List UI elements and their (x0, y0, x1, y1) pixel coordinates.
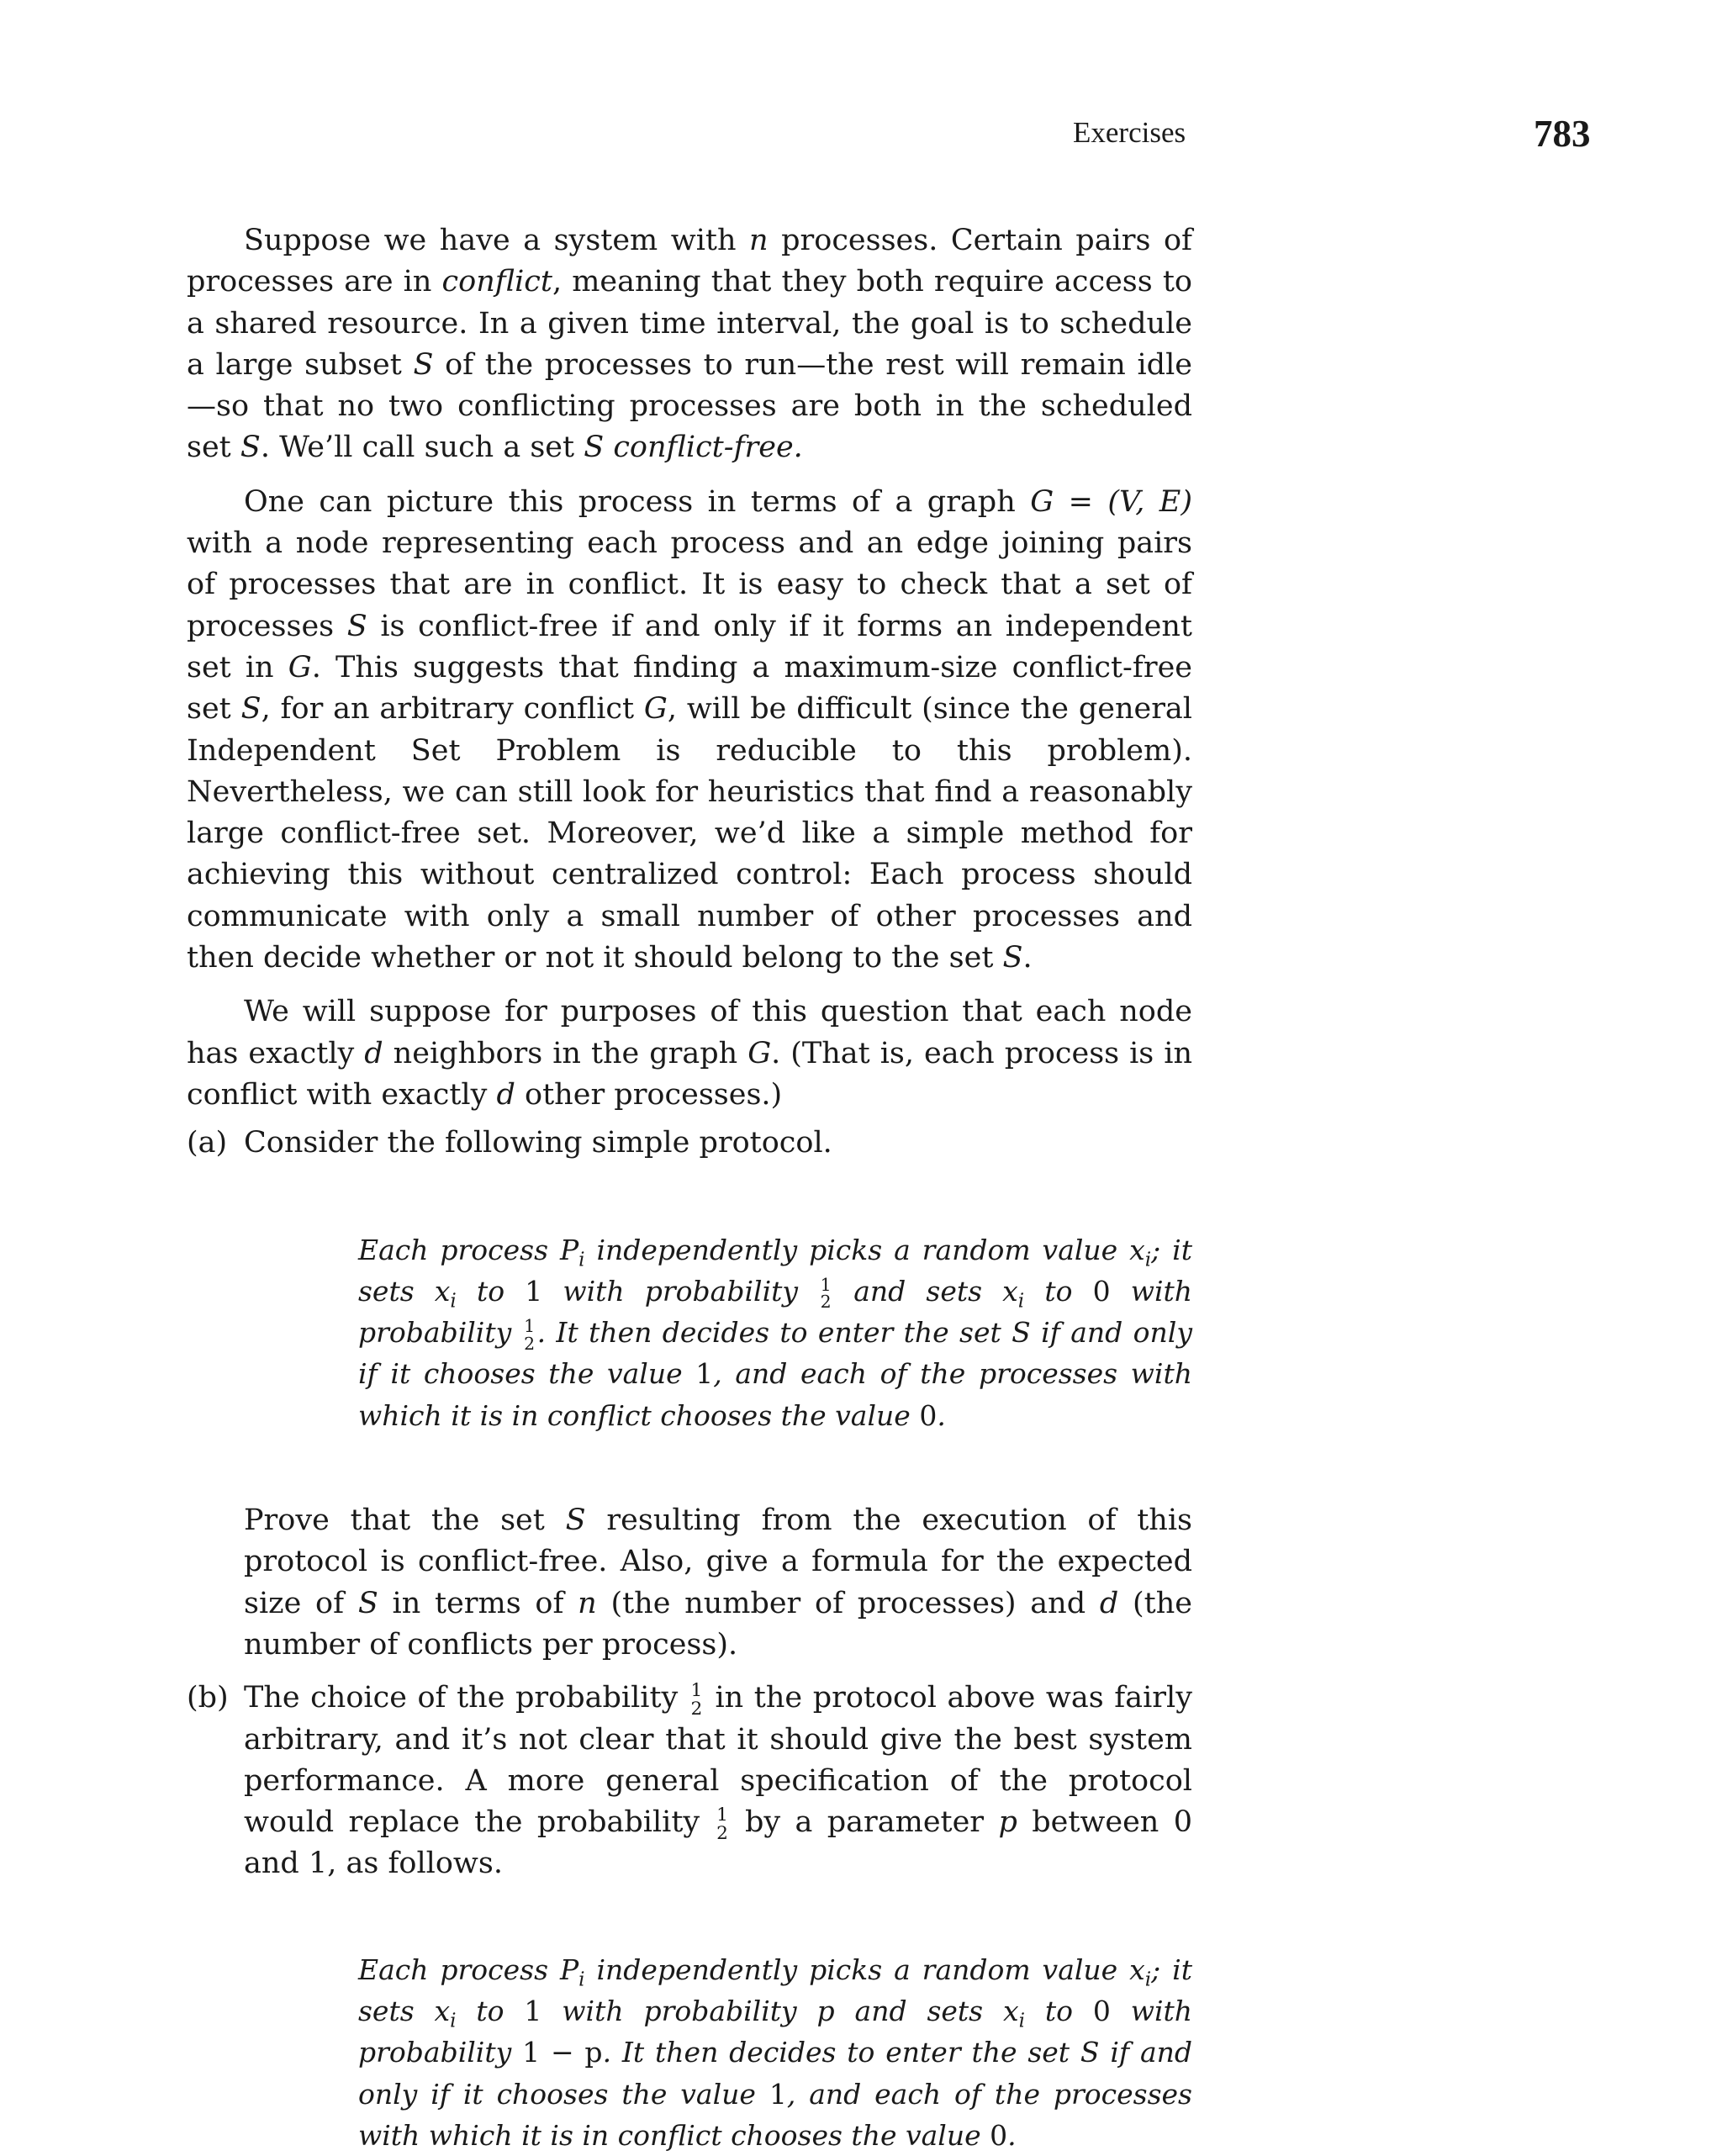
page-number: 783 (1534, 113, 1591, 155)
fraction-one-half: 1 2 (690, 1680, 703, 1720)
fraction-one-half: 1 2 (716, 1805, 728, 1845)
exercise-item-b (187, 1678, 1192, 2156)
item-label-b: (b) (187, 1681, 229, 1715)
exercise-item-a (187, 1123, 1192, 1666)
paragraph-2: One can picture this process in terms of a graph G = (V, E) with a node representing each process and an edge joining pairs of processes that are in conflict. It is easy to check that a set of processes S is conflict-free if and only if it forms an independent set in G. This suggests that finding a maximum-size conflict-free set S, for an arbitrary conflict G, will be difficult (since the general Independent Set Problem is reducible to this problem). Nevertheless, we can still look for heuristics that find a reasonably large conflict-free set. Moreover, we’d like a simple method for achieving this without centralized control: Each process should communicate with only a small number of other processes and then decide whether or not it should belong to the set S. (187, 484, 1192, 975)
protocol-quote-b: Each process $P_i$ independently picks a random value $x_i$; it sets $x_i$ to 1 with probability p and sets $x_i$ to 0 with probability 1 − p. It then decides to enter the set S if and only if it chooses the value 1, and each of the processes with which it is in conflict chooses the value 0. (358, 1953, 1193, 2152)
fraction-one-half: 1 2 (524, 1315, 536, 1354)
item-a-prove: Prove that the set S resulting from the execution of this protocol is conflict-free. Also, give a formula for the expected size of S in terms of n (the number of processes) and d (the number of conflicts per process). (244, 1503, 1192, 1662)
running-head: Exercises (1073, 116, 1186, 149)
paragraph-1: Suppose we have a system with n processes. Certain pairs of processes are in conflict, meaning that they both require access to a shared resource. In a given time interval, the goal is to schedule a large subset S of the processes to run—the rest will remain idle—so that no two conflicting processes are both in the scheduled set S. We’ll call such a set S conflict-free. (187, 224, 1192, 465)
term-conflict-free: conflict-free. (613, 431, 803, 465)
page-body (187, 220, 1192, 2156)
protocol-quote-a: Each process $P_i$ independently picks a random value $x_i$; it sets $x_i$ to 1 with probability 1 2 and sets $x_i$ to 0 with probability 1 2 . It then decides to enter the set S if and only if it chooses the value 1, and each of the processes with which it is in conflict chooses the value 0. (358, 1233, 1193, 1432)
term-conflict: conflict (441, 265, 552, 299)
item-a-intro: Consider the following simple protocol. (244, 1126, 832, 1160)
graph-notation: G = (V, E) (1030, 484, 1192, 519)
item-label-a: (a) (187, 1126, 228, 1160)
fraction-one-half: 1 2 (820, 1274, 832, 1313)
item-b-intro: The choice of the probability 1 2 in the protocol above was fairly arbitrary, and it’s not clear that it should give the best system performance. A more general specification of the protocol would replace the probability 1 2 by a parameter p between 0 and 1, as follows. (244, 1680, 1193, 1881)
paragraph-3: We will suppose for purposes of this question that each node has exactly d neighbors in the graph G. (That is, each process is in conflict with exactly d other processes.) (187, 995, 1192, 1112)
